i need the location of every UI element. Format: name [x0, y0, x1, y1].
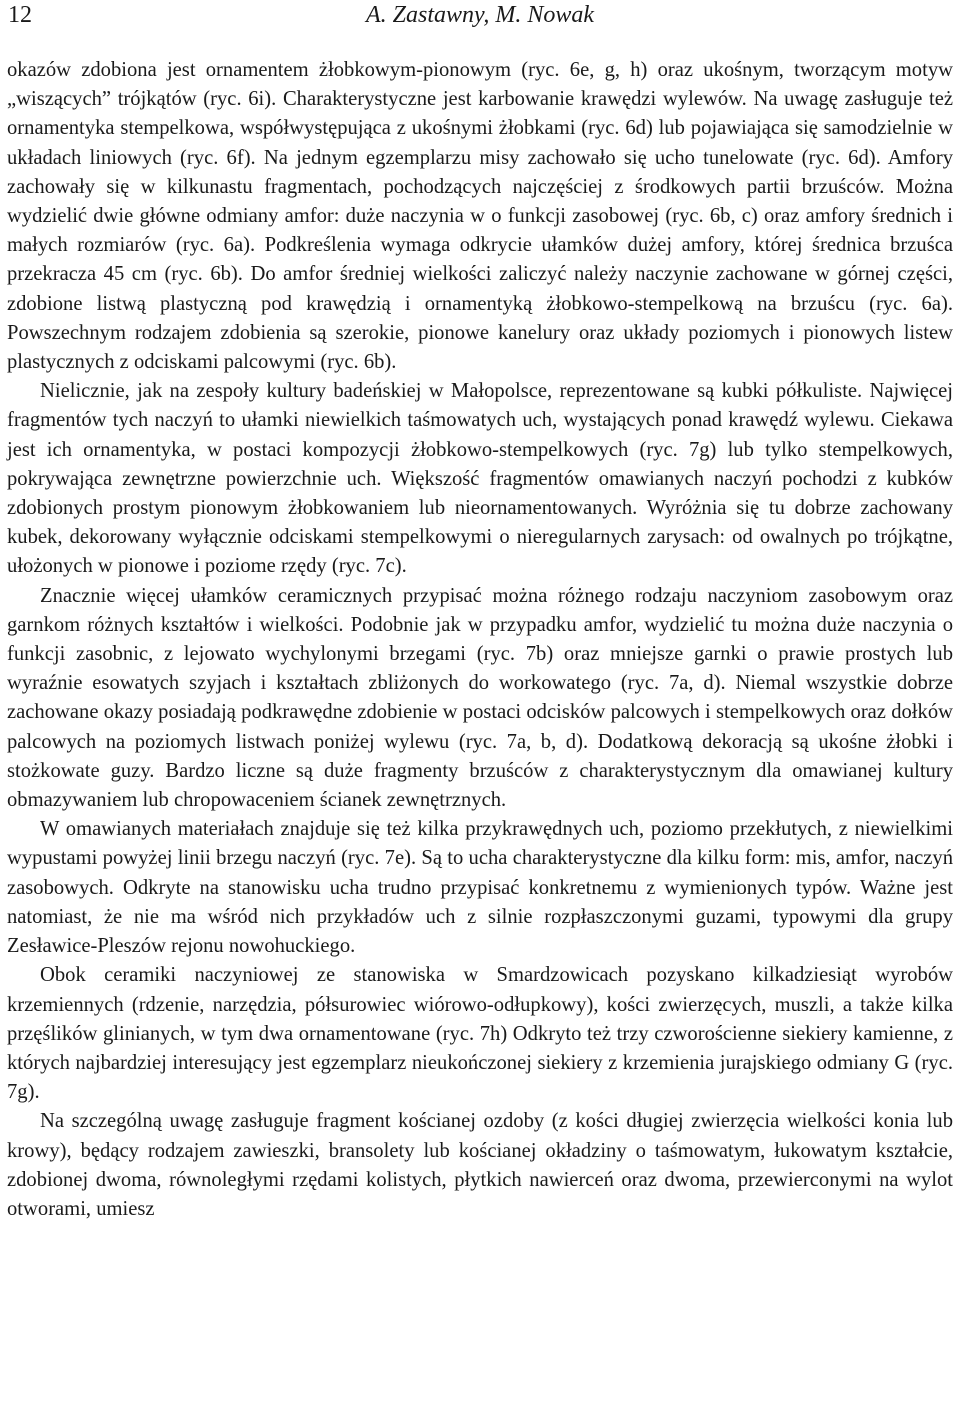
page-number: 12 [8, 2, 32, 28]
page-header [6, 0, 954, 30]
paragraph-6: Na szczególną uwagę zasługuje fragment kościanej ozdoby (z kości długiej zwierzęcia wielkości konia lub krowy), będący rodzajem zawieszki, bransolety lub kościanej okładziny o taśmowatym, łukowatym kształcie, zdobionej dwoma, równoległymi rzędami kolistych, płytkich nawierceń oraz dwoma, przewierconymi na wylot otworami, umiesz [7, 1110, 953, 1220]
paragraph-1: okazów zdobiona jest ornamentem żłobkowym-pionowym (ryc. 6e, g, h) oraz ukośnym, tworzącym motyw „wiszących” trójkątów (ryc. 6i). Charakterystyczne jest karbowanie krawędzi wylewów. Na uwagę zasługuje też ornamentyka stempelkowa, współwystępująca z ukośnymi żłobkami (ryc. 6d) lub pojawiająca się samodzielnie w układach liniowych (ryc. 6f). Na jednym egzemplarzu misy zachowało się ucho tunelowate (ryc. 6d). Amfory zachowały się w kilkunastu fragmentach, pochodzących najczęściej z środkowych partii brzuśców. Można wydzielić dwie główne odmiany amfor: duże naczynia w o funkcji zasobowej (ryc. 6b, c) oraz amfory średnich i małych rozmiarów (ryc. 6a). Podkreślenia wymaga odkrycie ułamków dużej amfory, której średnica brzuśca przekracza 45 cm (ryc. 6b). Do amfor średniej wielkości zaliczyć należy naczynie zachowane w górnej części, zdobione listwą plastyczną pod krawędzią i ornamentyką żłobkowo-stempelkową na brzuścu (ryc. 6a). Powszechnym rodzajem zdobienia są szerokie, pionowe kanelury oraz układy poziomych i pionowych listew plastycznych z odciskami palcowymi (ryc. 6b). [7, 59, 953, 374]
paragraph-5: Obok ceramiki naczyniowej ze stanowiska w Smardzowicach pozyskano kilkadziesiąt wyrobów krzemiennych (rdzenie, narzędzia, półsurowiec wiórowo-odłupkowy), kości zwierzęcych, muszli, a także kilka przęślików glinianych, w tym dwa ornamentowane (ryc. 7h) Odkryto też trzy czworościenne siekiery kamienne, z których najbardziej interesujący jest egzemplarz nieukończonej siekiery z krzemienia jurajskiego odmiany G (ryc. 7g). [7, 964, 953, 1104]
paragraph-3: Znacznie więcej ułamków ceramicznych przypisać można różnego rodzaju naczyniom zasobowym oraz garnkom różnych kształtów i wielkości. Podobnie jak w przypadku amfor, wydzielić tu można duże naczynia o funkcji zasobnic, z lejowato wychylonymi brzegami (ryc. 7b) oraz mniejsze garnki o prawie prostych lub wyraźnie esowatych szyjach i kształtach zbliżonych do workowatego (ryc. 7a, d). Niemal wszystkie dobrze zachowane okazy posiadają podkrawędne zdobienie w postaci odcisków palcowych i stempelkowych oraz dołków palcowych na poziomych listwach poniżej wylewu (ryc. 7a, b, d). Dodatkową dekoracją są ukośne żłobki i stożkowate guzy. Bardzo liczne są duże fragmenty brzuśców z charakterystycznym dla omawianej kultury obmazywaniem lub chropowaceniem ścianek zewnętrznych. [7, 584, 953, 812]
running-head: A. Zastawny, M. Nowak [365, 2, 594, 28]
body-text [7, 56, 953, 1224]
paragraph-4: W omawianych materiałach znajduje się też kilka przykrawędnych uch, poziomo przekłutych, z niewielkimi wypustami powyżej linii brzegu naczyń (ryc. 7e). Są to ucha charakterystyczne dla kilku form: mis, amfor, naczyń zasobowych. Odkryte na stanowisku ucha trudno przypisać konkretnemu z wymienionych typów. Ważne jest natomiast, że nie ma wśród nich przykładów uch z silnie rozpłaszczonymi guzami, typowymi dla grupy Zesławice-Pleszów rejonu nowohuckiego. [7, 818, 953, 958]
paragraph-2: Nielicznie, jak na zespoły kultury badeńskiej w Małopolsce, reprezentowane są kubki półkuliste. Najwięcej fragmentów tych naczyń to ułamki niewielkich taśmowatych uch, wystających ponad krawędź wylewu. Ciekawa jest ich ornamentyka, w postaci kompozycji żłobkowo-stempelkowych (ryc. 7g) lub tylko stempelkowych, pokrywająca zewnętrzne powierzchnie uch. Większość fragmentów omawianych naczyń pochodzi z kubków zdobionych prostym pionowym żłobkowaniem lub nieornamentowanych. Wyróżnia się tu dobrze zachowany kubek, dekorowany wyłącznie odciskami stempelkowymi o nieregularnych zarysach: od owalnych po trójkątne, ułożonych w pionowe i poziome rzędy (ryc. 7c). [7, 380, 953, 578]
